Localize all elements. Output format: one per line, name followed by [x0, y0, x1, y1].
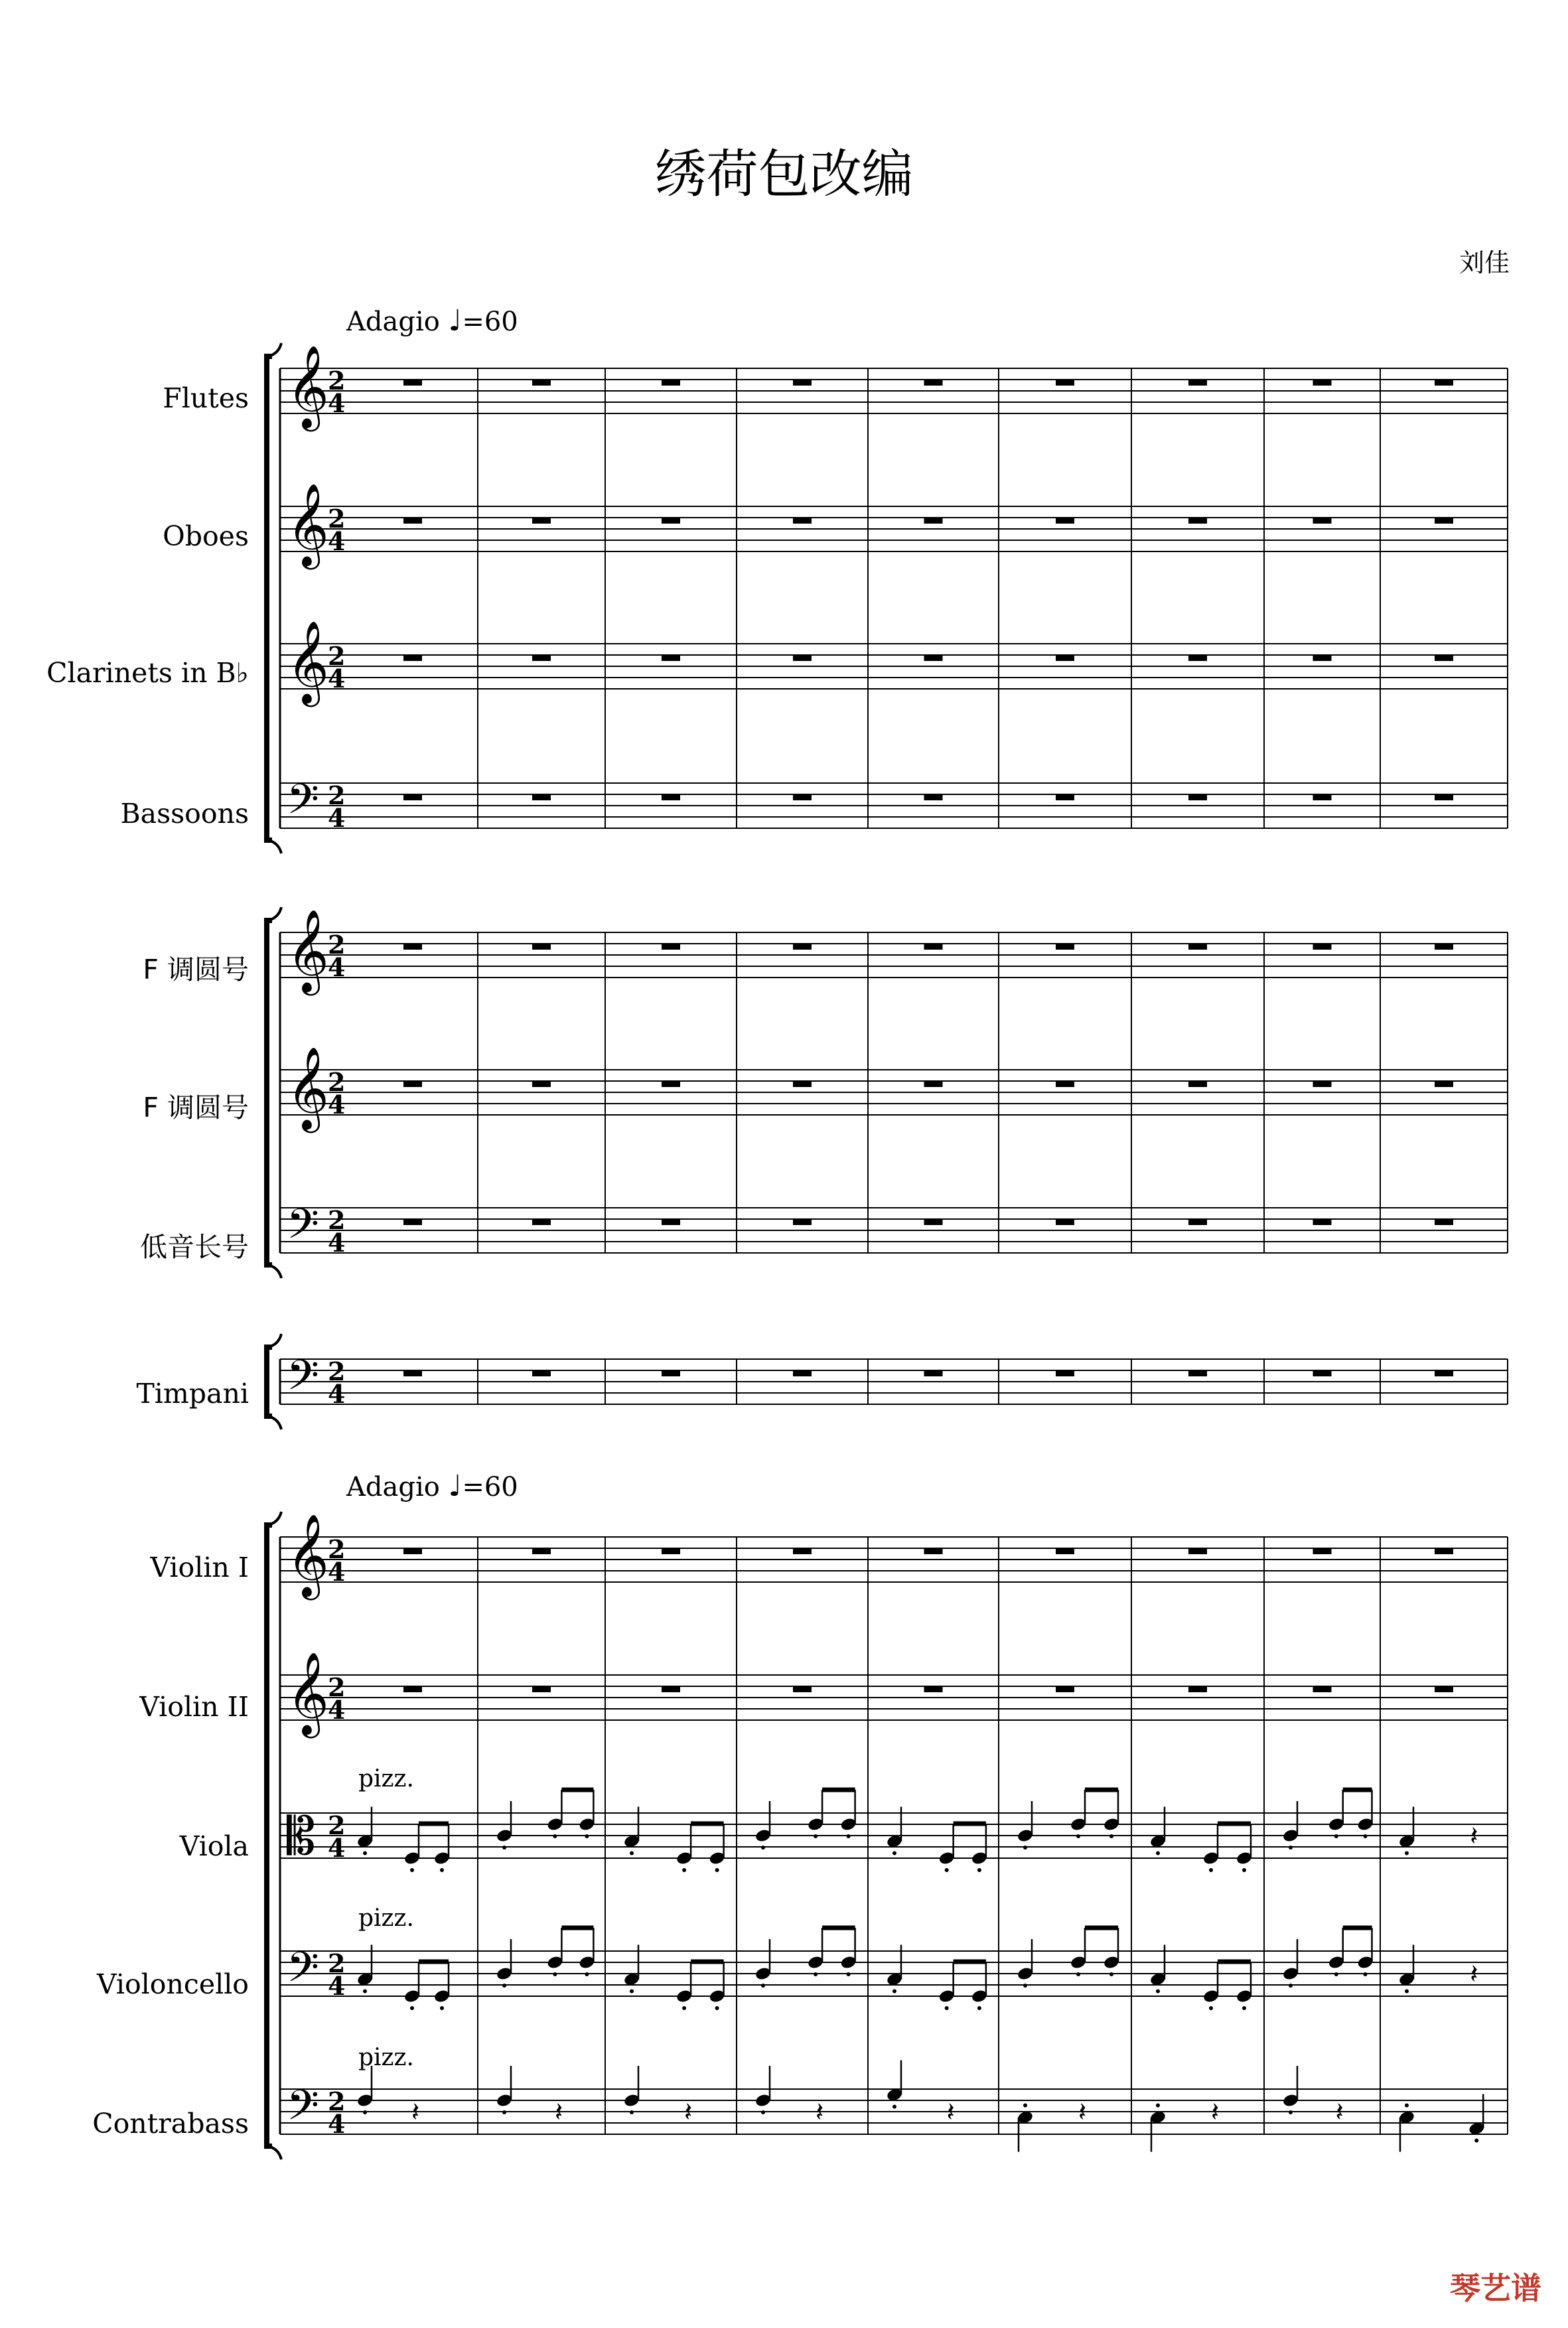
- staccato-dot: [715, 1868, 719, 1872]
- quarter-rest-icon: 𝄽: [1211, 2097, 1220, 2128]
- staccato-dot: [363, 2110, 367, 2114]
- whole-rest-icon: [403, 1370, 422, 1376]
- staccato-dot: [892, 2105, 896, 2109]
- whole-rest-icon: [924, 655, 943, 661]
- whole-rest-icon: [1313, 655, 1332, 661]
- bass-clef-icon: 𝄢: [287, 1350, 319, 1410]
- whole-rest-icon: [403, 794, 422, 800]
- bass-clef-icon: 𝄢: [287, 774, 319, 834]
- staccato-dot: [1109, 1972, 1113, 1976]
- group-bracket: [267, 1347, 272, 1416]
- time-signature-bottom: 4: [328, 1695, 346, 1725]
- pizz-marking-cello: pizz.: [358, 1905, 414, 1932]
- whole-rest-icon: [793, 1081, 812, 1087]
- bass-clef-icon: 𝄢: [287, 1942, 319, 2001]
- instrument-label-horn-2: F 调圆号: [143, 1092, 249, 1124]
- staccato-dot: [410, 2006, 414, 2010]
- whole-rest-icon: [1056, 1219, 1074, 1225]
- time-signature-bottom: 4: [328, 1833, 346, 1863]
- bracket-hook-bottom: [268, 1265, 281, 1278]
- bracket-hook-top: [268, 343, 281, 356]
- whole-rest-icon: [1188, 518, 1207, 524]
- time-signature-top: 2: [328, 1205, 346, 1235]
- whole-rest-icon: [1313, 1686, 1332, 1692]
- whole-rest-icon: [532, 1081, 551, 1087]
- staccato-dot: [1364, 1834, 1368, 1838]
- whole-rest-icon: [1435, 518, 1453, 524]
- whole-rest-icon: [1188, 794, 1207, 800]
- staccato-dot: [630, 2110, 634, 2114]
- staccato-dot: [363, 1852, 367, 1855]
- whole-rest-icon: [1313, 1219, 1332, 1225]
- treble-clef-icon: 𝄞: [287, 1652, 329, 1735]
- staccato-dot: [1023, 2104, 1027, 2108]
- whole-rest-icon: [793, 518, 812, 524]
- instrument-label-violoncello: Violoncello: [96, 1968, 249, 2000]
- whole-rest-icon: [662, 944, 680, 950]
- time-signature-top: 2: [328, 1948, 346, 1978]
- staccato-dot: [682, 1868, 686, 1872]
- whole-rest-icon: [1435, 655, 1453, 661]
- whole-rest-icon: [403, 518, 422, 524]
- staccato-dot: [1334, 1972, 1338, 1976]
- time-signature-top: 2: [328, 1356, 346, 1386]
- whole-rest-icon: [532, 655, 551, 661]
- whole-rest-icon: [1435, 1686, 1453, 1692]
- tempo-text: Adagio: [346, 1472, 440, 1502]
- whole-rest-icon: [1435, 380, 1453, 386]
- whole-rest-icon: [403, 944, 422, 950]
- treble-clef-icon: 𝄞: [287, 1514, 329, 1597]
- staccato-dot: [1474, 2139, 1478, 2143]
- whole-rest-icon: [532, 1370, 551, 1376]
- whole-rest-icon: [793, 380, 812, 386]
- staccato-dot: [1289, 2110, 1293, 2114]
- whole-rest-icon: [924, 518, 943, 524]
- treble-clef-icon: 𝄞: [287, 483, 329, 566]
- staccato-dot: [440, 1868, 444, 1872]
- staccato-dot: [1109, 1834, 1113, 1838]
- staccato-dot: [502, 1846, 506, 1850]
- whole-rest-icon: [1056, 1548, 1074, 1554]
- quarter-note-icon: ♩: [448, 304, 463, 338]
- staccato-dot: [945, 1868, 949, 1872]
- staccato-dot: [682, 2006, 686, 2010]
- instrument-label-contrabass: Contrabass: [92, 2108, 249, 2140]
- time-signature-bottom: 4: [328, 1971, 346, 2001]
- whole-rest-icon: [1435, 794, 1453, 800]
- staccato-dot: [585, 1834, 589, 1838]
- time-signature-top: 2: [328, 1067, 346, 1097]
- instrument-label-flutes: Flutes: [163, 382, 249, 414]
- group-bracket: [267, 356, 272, 840]
- treble-clef-icon: 𝄞: [287, 1047, 329, 1129]
- staccato-dot: [761, 2110, 765, 2114]
- whole-rest-icon: [924, 1081, 943, 1087]
- staccato-dot: [814, 1834, 818, 1838]
- staccato-dot: [1023, 1846, 1027, 1850]
- whole-rest-icon: [1313, 794, 1332, 800]
- whole-rest-icon: [532, 380, 551, 386]
- whole-rest-icon: [1056, 1686, 1074, 1692]
- quarter-rest-icon: 𝄽: [946, 2097, 955, 2128]
- whole-rest-icon: [793, 944, 812, 950]
- whole-rest-icon: [924, 944, 943, 950]
- staccato-dot: [847, 1834, 851, 1838]
- staccato-dot: [1242, 2006, 1246, 2010]
- bass-clef-icon: 𝄢: [287, 1199, 319, 1258]
- whole-rest-icon: [1188, 1219, 1207, 1225]
- whole-rest-icon: [1313, 518, 1332, 524]
- tempo-value: =60: [462, 1472, 518, 1502]
- staccato-dot: [761, 1984, 765, 1988]
- whole-rest-icon: [1056, 1370, 1074, 1376]
- whole-rest-icon: [793, 794, 812, 800]
- staccato-dot: [553, 1834, 557, 1838]
- treble-clef-icon: 𝄞: [287, 620, 329, 703]
- bracket-hook-bottom: [268, 1416, 281, 1429]
- instrument-label-viola: Viola: [179, 1830, 249, 1862]
- time-signature-bottom: 4: [328, 526, 346, 556]
- whole-rest-icon: [662, 1370, 680, 1376]
- staccato-dot: [363, 1990, 367, 1994]
- whole-rest-icon: [924, 1219, 943, 1225]
- whole-rest-icon: [662, 380, 680, 386]
- time-signature-bottom: 4: [328, 664, 346, 693]
- whole-rest-icon: [662, 1219, 680, 1225]
- staccato-dot: [892, 1852, 896, 1855]
- whole-rest-icon: [924, 1548, 943, 1554]
- time-signature-bottom: 4: [328, 1379, 346, 1409]
- staccato-dot: [1289, 1984, 1293, 1988]
- whole-rest-icon: [403, 655, 422, 661]
- quarter-rest-icon: 𝄽: [816, 2097, 824, 2128]
- whole-rest-icon: [403, 380, 422, 386]
- staccato-dot: [1076, 1834, 1080, 1838]
- bracket-hook-bottom: [268, 2146, 281, 2159]
- staccato-dot: [502, 2110, 506, 2114]
- composer-name: 刘佳: [1459, 248, 1510, 277]
- whole-rest-icon: [1313, 1081, 1332, 1087]
- whole-rest-icon: [1435, 944, 1453, 950]
- quarter-rest-icon: 𝄽: [411, 2097, 420, 2128]
- staccato-dot: [553, 1972, 557, 1976]
- time-signature-bottom: 4: [328, 1557, 346, 1587]
- whole-rest-icon: [662, 655, 680, 661]
- whole-rest-icon: [1056, 1081, 1074, 1087]
- quarter-note-icon: ♩: [448, 1469, 463, 1503]
- whole-rest-icon: [924, 1686, 943, 1692]
- whole-rest-icon: [1056, 944, 1074, 950]
- treble-clef-icon: 𝄞: [287, 345, 329, 428]
- bracket-hook-top: [268, 1512, 281, 1525]
- quarter-rest-icon: 𝄽: [555, 2097, 563, 2128]
- staccato-dot: [630, 1852, 634, 1855]
- staccato-dot: [814, 1972, 818, 1976]
- instrument-label-horn-1: F 调圆号: [143, 954, 249, 985]
- whole-rest-icon: [403, 1686, 422, 1692]
- staccato-dot: [440, 2006, 444, 2010]
- alto-clef-icon: 𝄡: [287, 1807, 316, 1867]
- bracket-hook-top: [268, 907, 281, 920]
- whole-rest-icon: [662, 794, 680, 800]
- staccato-dot: [630, 1990, 634, 1994]
- whole-rest-icon: [403, 1081, 422, 1087]
- whole-rest-icon: [1435, 1548, 1453, 1554]
- staccato-dot: [977, 1868, 981, 1872]
- whole-rest-icon: [924, 380, 943, 386]
- whole-rest-icon: [662, 1686, 680, 1692]
- staccato-dot: [1242, 1868, 1246, 1872]
- whole-rest-icon: [1188, 655, 1207, 661]
- tempo-text: Adagio: [346, 307, 440, 337]
- whole-rest-icon: [1313, 944, 1332, 950]
- whole-rest-icon: [1056, 794, 1074, 800]
- whole-rest-icon: [1188, 944, 1207, 950]
- time-signature-top: 2: [328, 504, 346, 534]
- staccato-dot: [1156, 2104, 1160, 2108]
- staccato-dot: [1156, 1990, 1160, 1994]
- quarter-rest-icon: 𝄽: [1335, 2097, 1344, 2128]
- instrument-label-violin-1: Violin I: [150, 1552, 249, 1583]
- whole-rest-icon: [924, 794, 943, 800]
- whole-rest-icon: [793, 1548, 812, 1554]
- staccato-dot: [1023, 1984, 1027, 1988]
- pizz-marking-bass: pizz.: [358, 2044, 414, 2071]
- staccato-dot: [1405, 1852, 1409, 1855]
- staccato-dot: [1156, 1852, 1160, 1855]
- whole-rest-icon: [1056, 380, 1074, 386]
- whole-rest-icon: [1188, 1370, 1207, 1376]
- staccato-dot: [410, 1868, 414, 1872]
- time-signature-top: 2: [328, 1810, 346, 1840]
- whole-rest-icon: [1056, 518, 1074, 524]
- staccato-dot: [1364, 1972, 1368, 1976]
- quarter-rest-icon: 𝄽: [1470, 1821, 1478, 1852]
- time-signature-top: 2: [328, 1534, 346, 1564]
- staccato-dot: [1076, 1972, 1080, 1976]
- instrument-label-clarinets: Clarinets in B♭: [46, 657, 249, 689]
- time-signature-bottom: 4: [328, 952, 346, 982]
- whole-rest-icon: [532, 1548, 551, 1554]
- bass-clef-icon: 𝄢: [287, 2080, 319, 2140]
- whole-rest-icon: [924, 1370, 943, 1376]
- watermark-logo: 琴艺谱: [1450, 2270, 1541, 2306]
- staccato-dot: [1405, 1990, 1409, 1994]
- staccato-dot: [945, 2006, 949, 2010]
- whole-rest-icon: [403, 1219, 422, 1225]
- time-signature-top: 2: [328, 366, 346, 396]
- whole-rest-icon: [532, 794, 551, 800]
- staccato-dot: [1405, 2104, 1409, 2108]
- whole-rest-icon: [793, 1686, 812, 1692]
- staccato-dot: [977, 2006, 981, 2010]
- quarter-rest-icon: 𝄽: [684, 2097, 693, 2128]
- whole-rest-icon: [1188, 380, 1207, 386]
- whole-rest-icon: [532, 518, 551, 524]
- whole-rest-icon: [662, 1548, 680, 1554]
- whole-rest-icon: [532, 1219, 551, 1225]
- whole-rest-icon: [1313, 380, 1332, 386]
- time-signature-bottom: 4: [328, 803, 346, 833]
- staccato-dot: [1289, 1846, 1293, 1850]
- whole-rest-icon: [1188, 1686, 1207, 1692]
- instrument-label-timpani: Timpani: [136, 1378, 249, 1410]
- group-bracket: [267, 920, 272, 1265]
- bracket-hook-top: [268, 1334, 281, 1347]
- pizz-marking-viola: pizz.: [358, 1765, 414, 1792]
- time-signature-bottom: 4: [328, 1090, 346, 1120]
- whole-rest-icon: [793, 1370, 812, 1376]
- treble-clef-icon: 𝄞: [287, 909, 329, 992]
- staccato-dot: [892, 1990, 896, 1994]
- whole-rest-icon: [1188, 1548, 1207, 1554]
- whole-rest-icon: [403, 1548, 422, 1554]
- staccato-dot: [1334, 1834, 1338, 1838]
- whole-rest-icon: [662, 1081, 680, 1087]
- bracket-hook-bottom: [268, 840, 281, 853]
- group-bracket: [267, 1525, 272, 2146]
- time-signature-top: 2: [328, 930, 346, 960]
- tempo-value: =60: [462, 307, 518, 337]
- staccato-dot: [715, 2006, 719, 2010]
- whole-rest-icon: [532, 944, 551, 950]
- time-signature-top: 2: [328, 1672, 346, 1702]
- whole-rest-icon: [1435, 1219, 1453, 1225]
- time-signature-top: 2: [328, 2086, 346, 2116]
- time-signature-top: 2: [328, 780, 346, 810]
- time-signature-bottom: 4: [328, 388, 346, 418]
- staccato-dot: [847, 1972, 851, 1976]
- whole-rest-icon: [1435, 1370, 1453, 1376]
- whole-rest-icon: [1313, 1370, 1332, 1376]
- score-title: 绣荷包改编: [654, 145, 914, 204]
- whole-rest-icon: [1435, 1081, 1453, 1087]
- staccato-dot: [502, 1984, 506, 1988]
- time-signature-top: 2: [328, 641, 346, 671]
- whole-rest-icon: [793, 655, 812, 661]
- instrument-label-oboes: Oboes: [163, 520, 249, 552]
- quarter-rest-icon: 𝄽: [1470, 1959, 1478, 1990]
- whole-rest-icon: [532, 1686, 551, 1692]
- instrument-label-bass-trombone: 低音长号: [140, 1231, 249, 1263]
- time-signature-bottom: 4: [328, 2109, 346, 2139]
- staccato-dot: [1209, 1868, 1213, 1872]
- instrument-label-bassoons: Bassoons: [120, 798, 249, 830]
- whole-rest-icon: [793, 1219, 812, 1225]
- staccato-dot: [761, 1846, 765, 1850]
- staccato-dot: [585, 1972, 589, 1976]
- whole-rest-icon: [662, 518, 680, 524]
- quarter-rest-icon: 𝄽: [1078, 2097, 1087, 2128]
- whole-rest-icon: [1056, 655, 1074, 661]
- time-signature-bottom: 4: [328, 1228, 346, 1258]
- staccato-dot: [1209, 2006, 1213, 2010]
- whole-rest-icon: [1188, 1081, 1207, 1087]
- instrument-label-violin-2: Violin II: [139, 1691, 249, 1723]
- whole-rest-icon: [1313, 1548, 1332, 1554]
